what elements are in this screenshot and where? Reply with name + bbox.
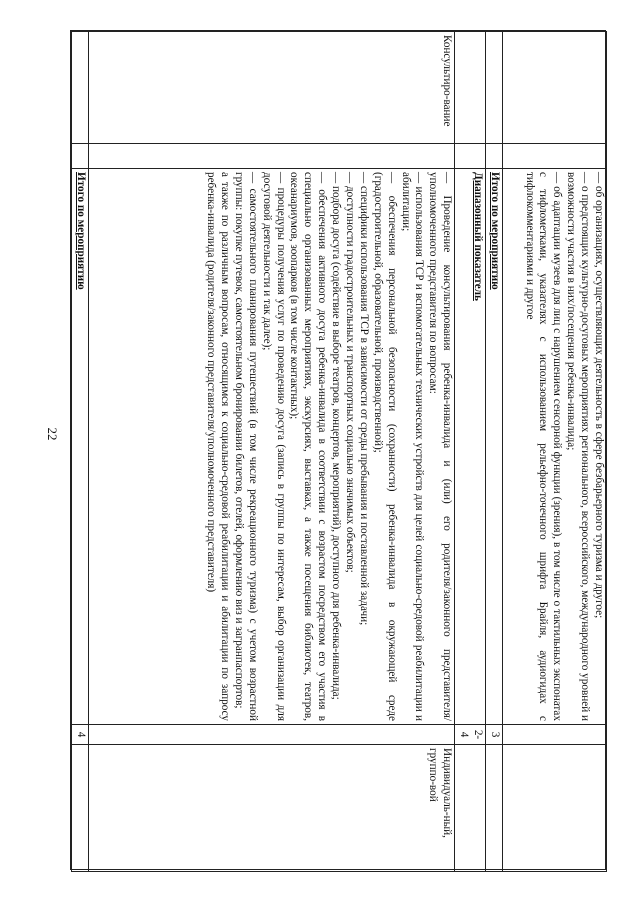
list-item: — подбора досуга (содействие в выборе театров, концертов, мероприятий), доступного для ребенка-инвалида; [330,172,343,700]
table-row [455,32,486,872]
form-cell [486,745,503,872]
service-cell [72,32,89,144]
table-row [486,32,503,872]
total-number: 4 [72,725,89,745]
range-number: 2-4 [455,725,486,745]
empty-cell [89,144,455,169]
list-item: — о предстоящих культурно-досуговых мероприятиях регионального, всероссийского, международного уровней и возможности участия в них/посещения ребенка-инвалида; [565,172,592,721]
list-item: — доступности градостроительных и транспортных социально значимых объектов; [343,172,356,573]
document-table [70,30,606,870]
empty-cell [503,144,607,169]
list-item: — об организациях, осуществляющих деятельность в сфере безбарьерного туризма и другое; [593,172,605,619]
form-cell [455,745,486,872]
list-item: — обеспечения активного досуга ребенка-инвалида в соответствии с возрастом посредством его участия в специально организованных мероприятиях, экскурсиях, выставках, а также посещения библиотек, театров, океанариумов, зоопарков (в том числе контактных); [288,172,329,721]
total-label: Итого по мероприятию [486,169,503,725]
table-row [72,32,89,872]
table-row [89,32,455,872]
content-cell [503,169,607,725]
service-cell [455,32,486,144]
service-cell [486,32,503,144]
total-number: 3 [486,725,503,745]
empty-cell [486,144,503,169]
form-cell [72,745,89,872]
rotated-table-container [71,31,607,871]
service-cell [503,32,607,144]
form-cell [503,745,607,872]
total-label: Итого по мероприятию [72,169,89,725]
content-cell [89,169,455,725]
number-cell [89,725,455,745]
list-item: — обеспечения персональной безопасности (сохранности) ребенка-инвалида в окружающей среде (градостроительной, образовательной, производственной); [371,172,398,721]
measures-table [71,31,607,872]
empty-cell [72,144,89,169]
list-item: — процедуры получения услуг по проведению досуга (запись в группы по интересам, выбор организации для досуговой деятельности и так далее); [260,172,287,721]
empty-cell [455,144,486,169]
number-cell [503,725,607,745]
list-item: — использования ТСР и вспомогательных технических устройств для целей социально-средовой реабилитации и абилитации; [399,172,426,721]
service-name: Консультиро-вание [89,32,455,144]
list-item: — самостоятельного планирования путешествий (в том числе рекреационного туризма) с учетом возрастной группы: покупке путевок, самостоятельном бронировании билетов, отелей, оформлению виз и загранпаспортов; [232,172,259,721]
range-label: Диапазонный показатель [455,169,486,725]
list-item: — Проведение консультирования ребенка-инвалида и (или) его родителя/законного представителя/уполномоченного представителя по вопросам: [427,172,454,721]
table-row [503,32,607,872]
list-item: — об адаптации музеев для лиц с нарушением сенсорной функции (зрения), в том числе о тактильных экспонатах с тифлометками, указателях с использованием рельефно-точечного шрифта Брайля, аудиогидах с тифлокомментариями и другое [523,172,564,721]
form-name: Индивидуаль-ный, группо-вой [89,745,455,872]
page-number: 22 [45,427,60,441]
list-item: а также по различным вопросам, относящимся к социально-средовой реабилитации и абилитации по запросу ребенка-инвалида (родителя/законного представителя/уполномоченного представителя) [205,172,231,721]
list-item: — специфики использования ТСР в зависимости от среды пребывания и поставленной задачи; [357,172,370,626]
